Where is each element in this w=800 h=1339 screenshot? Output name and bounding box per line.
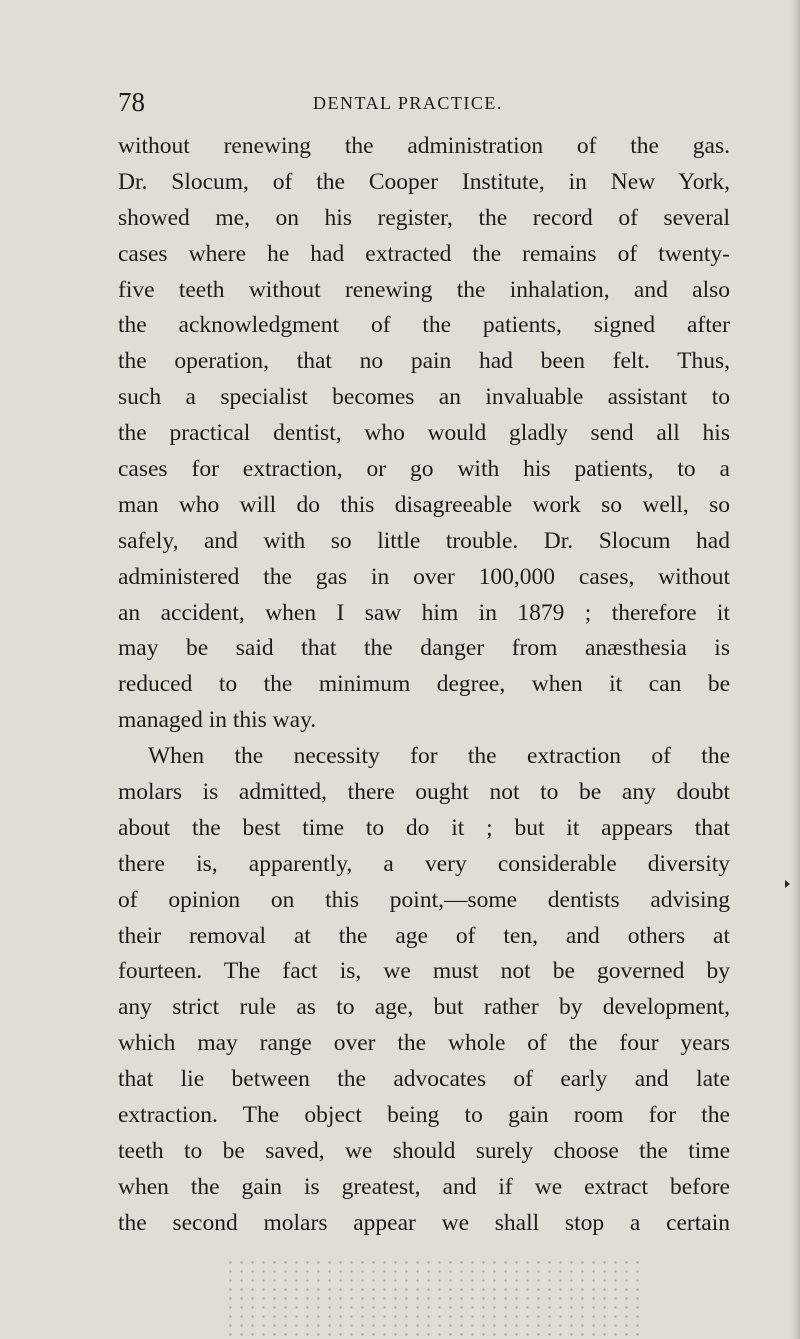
page-header: [118, 87, 738, 117]
text-line: molars is admitted, there ought not to be any doubt: [118, 779, 730, 806]
text-line: an accident, when I saw him in 1879 ; therefore it: [118, 599, 730, 626]
margin-mark: [785, 880, 790, 888]
text-line: administered the gas in over 100,000 cases, without: [118, 563, 730, 590]
body-text: [118, 129, 730, 1242]
text-line: about the best time to do it ; but it appears that: [118, 814, 730, 841]
text-line: when the gain is greatest, and if we extract before: [118, 1173, 730, 1200]
text-line: Dr. Slocum, of the Cooper Institute, in New York,: [118, 168, 730, 195]
text-line: such a specialist becomes an invaluable assistant to: [118, 384, 730, 411]
text-line: that lie between the advocates of early and late: [118, 1066, 730, 1093]
page-number: 78: [118, 87, 145, 117]
text-line: reduced to the minimum degree, when it can be: [118, 671, 730, 698]
running-head: DENTAL PRACTICE.: [313, 93, 503, 113]
text-line: without renewing the administration of the gas.: [118, 133, 730, 159]
text-line: cases where he had extracted the remains of twenty-: [118, 240, 730, 267]
text-line: may be said that the danger from anæsthesia is: [118, 635, 730, 662]
text-line: managed in this way.: [118, 707, 317, 734]
text-line: the acknowledgment of the patients, signed after: [118, 312, 730, 339]
page-edge: [790, 0, 800, 1339]
text-line: showed me, on his register, the record of several: [118, 204, 730, 231]
text-line: the second molars appear we shall stop a certain: [118, 1209, 730, 1236]
text-line: safely, and with so little trouble. Dr. Slocum had: [118, 527, 730, 554]
text-line: fourteen. The fact is, we must not be governed by: [118, 958, 730, 985]
text-line: extraction. The object being to gain room for the: [118, 1102, 730, 1129]
text-line: five teeth without renewing the inhalation, and also: [118, 276, 730, 303]
text-line: any strict rule as to age, but rather by development,: [118, 994, 730, 1021]
text-line: cases for extraction, or go with his patients, to a: [118, 456, 730, 483]
text-line: the operation, that no pain had been felt. Thus,: [118, 348, 730, 375]
text-line: When the necessity for the extraction of the: [148, 743, 730, 770]
ink-bleed-through: [225, 1258, 645, 1338]
text-line: man who will do this disagreeable work so well, so: [118, 491, 730, 518]
text-line: of opinion on this point,—some dentists advising: [118, 886, 730, 913]
text-line: their removal at the age of ten, and others at: [118, 922, 730, 949]
text-line: there is, apparently, a very considerable diversity: [118, 850, 730, 877]
text-line: the practical dentist, who would gladly send all his: [118, 420, 730, 447]
text-line: teeth to be saved, we should surely choose the time: [118, 1137, 730, 1164]
text-line: which may range over the whole of the four years: [118, 1030, 730, 1057]
